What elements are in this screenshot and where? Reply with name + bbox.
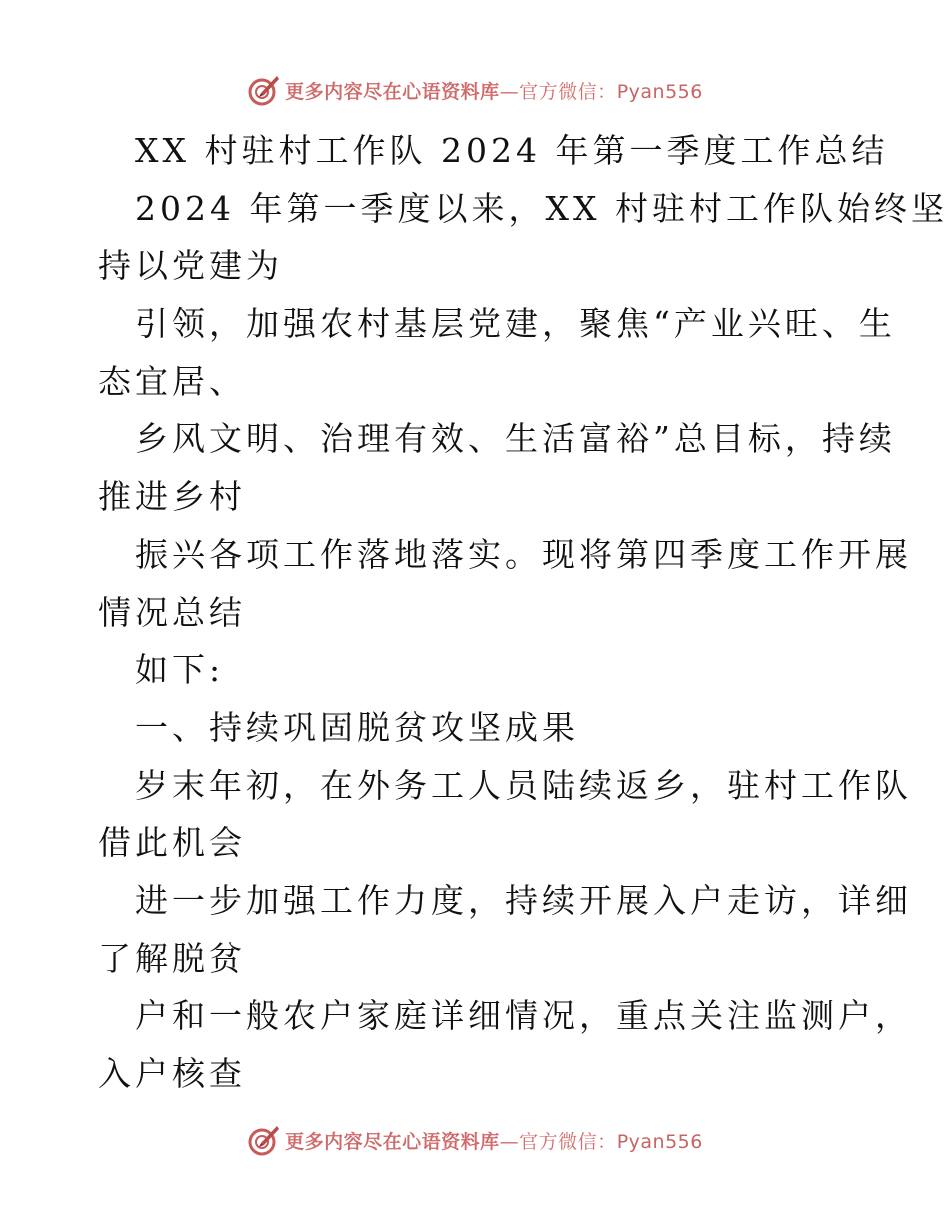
text-line: 2024 年第一季度以来，XX 村驻村工作队始终坚 bbox=[135, 188, 948, 228]
text-line: 持以党建为 bbox=[98, 246, 283, 286]
text-line: 乡风文明、治理有效、生活富裕”总目标，持续 bbox=[135, 419, 896, 459]
text-line: 一、持续巩固脱贫攻坚成果 bbox=[135, 707, 579, 747]
text-line: 入户核查 bbox=[98, 1054, 246, 1093]
watermark-brand: 更多内容尽在心语资料库 bbox=[285, 80, 500, 103]
text-line: 推进乡村 bbox=[98, 477, 246, 517]
text-line: 岁末年初，在外务工人员陆续返乡，驻村工作队 bbox=[135, 765, 912, 805]
text-line: 振兴各项工作落地落实。现将第四季度工作开展 bbox=[135, 534, 912, 574]
watermark-wechat-label: 官方微信： bbox=[519, 1130, 617, 1153]
text-line: 了解脱贫 bbox=[98, 938, 246, 978]
watermark-text bbox=[285, 1127, 703, 1154]
text-line: 引领，加强农村基层党建，聚焦“产业兴旺、生 bbox=[135, 304, 896, 344]
text-line: 如下: bbox=[135, 650, 225, 690]
text-line: 借此机会 bbox=[98, 823, 246, 863]
text-line: 态宜居、 bbox=[98, 361, 246, 401]
text-line: 情况总结 bbox=[98, 592, 246, 632]
watermark-wechat-label: 官方微信： bbox=[519, 80, 617, 103]
watermark-text bbox=[285, 77, 703, 104]
footer-watermark bbox=[0, 1120, 950, 1160]
watermark-wechat-id: Pyan556 bbox=[616, 80, 703, 103]
watermark-wechat-id: Pyan556 bbox=[616, 1130, 703, 1153]
watermark-brand: 更多内容尽在心语资料库 bbox=[285, 1130, 500, 1153]
document-title: XX 村驻村工作队 2024 年第一季度工作总结 bbox=[135, 131, 889, 170]
document-body bbox=[98, 122, 948, 1103]
quill-logo-icon bbox=[247, 73, 281, 107]
header-watermark bbox=[0, 70, 950, 110]
quill-logo-icon bbox=[247, 1123, 281, 1157]
text-line: 进一步加强工作力度，持续开展入户走访，详细 bbox=[135, 880, 912, 920]
text-line: 户和一般农户家庭详细情况，重点关注监测户， bbox=[135, 996, 912, 1036]
watermark-separator: — bbox=[499, 80, 520, 103]
watermark-separator: — bbox=[499, 1130, 520, 1153]
